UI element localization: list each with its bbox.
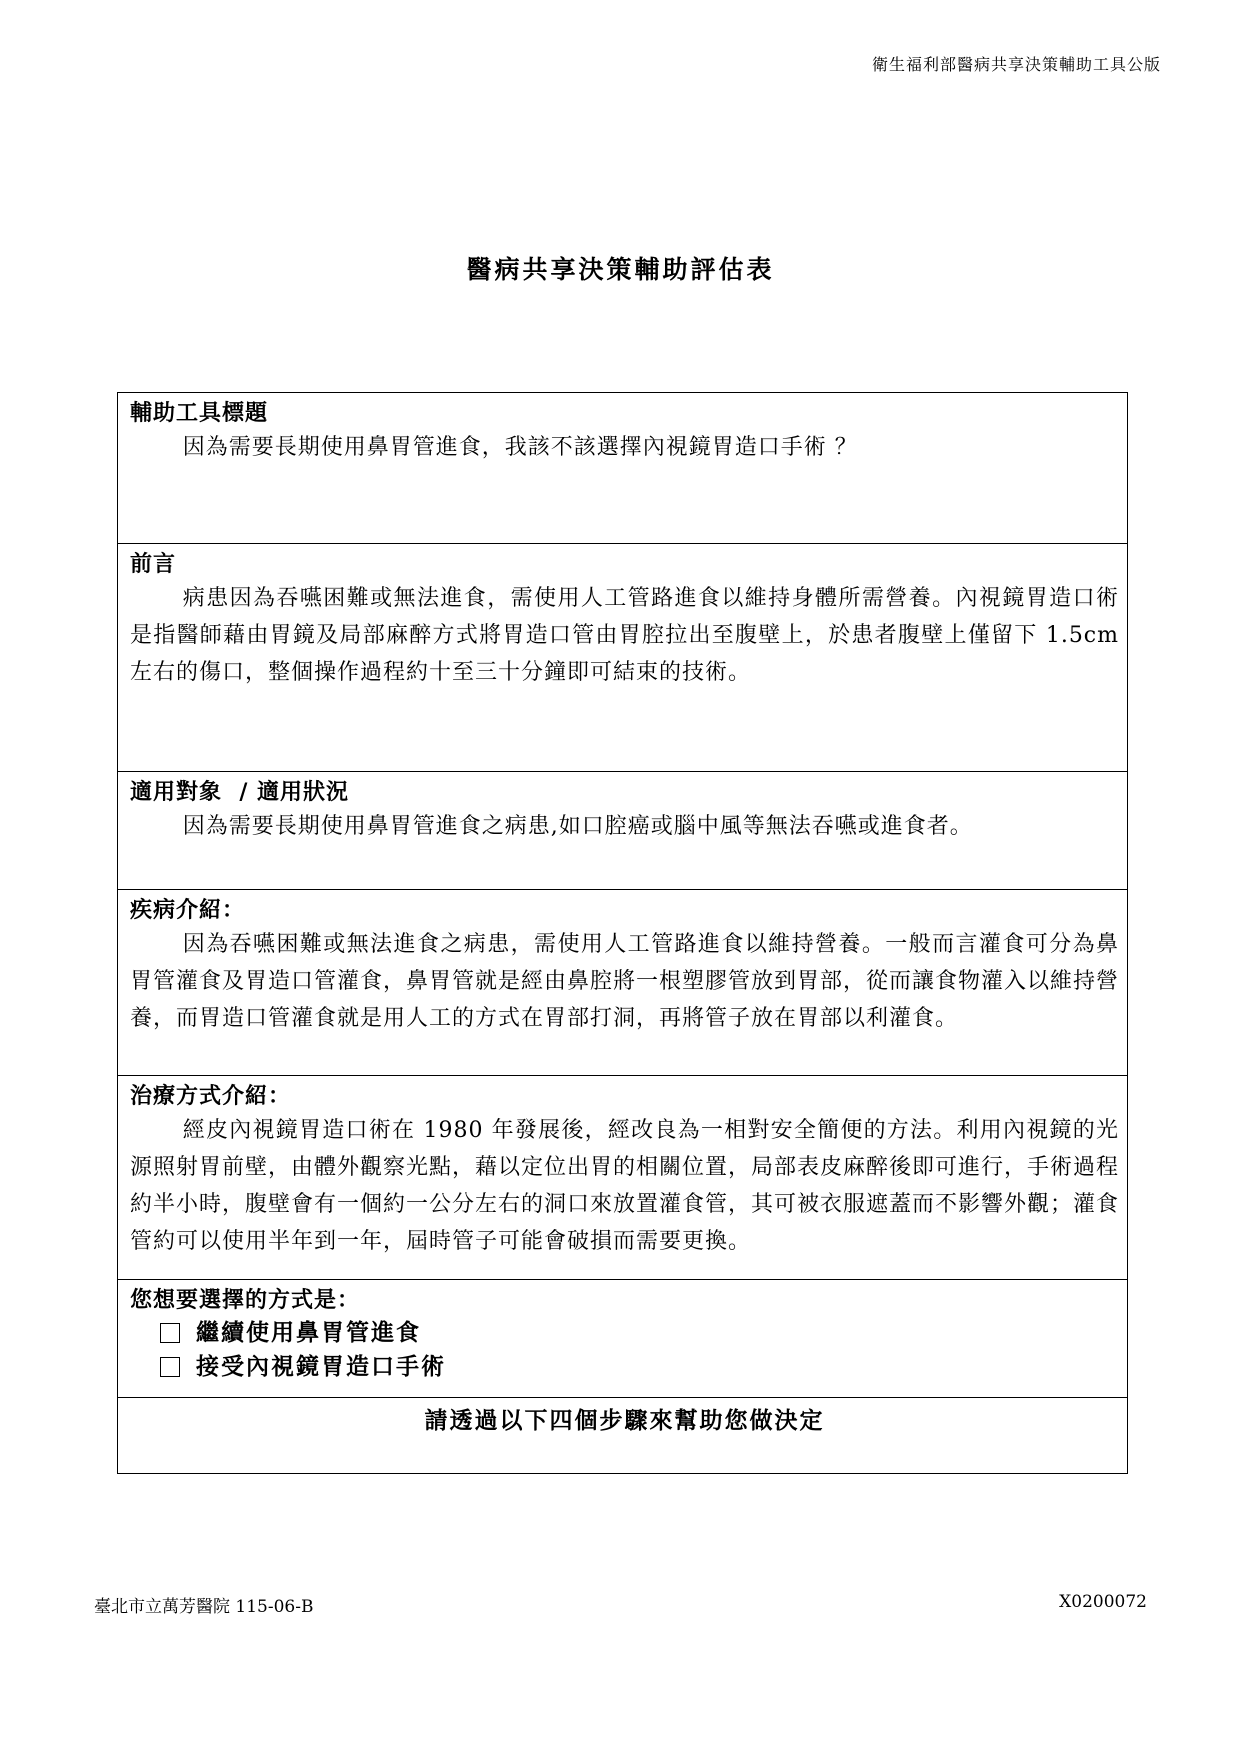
section-body-treatment: 經皮內視鏡胃造口術在 1980 年發展後，經改良為一相對安全簡便的方法。利用內視鏡的光源照射胃前壁，由體外觀察光點，藉以定位出胃的相關位置，局部表皮麻醉後即可進行，手術過程約半小時，腹壁會有一個約一公分左右的洞口來放置灌食管，其可被衣服遮蓋而不影響外觀；灌食管約可以使用半年到一年，屆時管子可能會破損而需要更換。 bbox=[130, 1118, 1120, 1254]
document-title: 醫病共享決策輔助評估表 bbox=[466, 255, 775, 284]
section-heading-treatment: 治療方式介紹： bbox=[130, 1083, 292, 1109]
section-disease bbox=[118, 889, 1127, 1075]
option-label-gastrostomy-surgery: 接受內視鏡胃造口手術 bbox=[196, 1353, 446, 1380]
section-tool-title bbox=[118, 393, 1127, 543]
footer-hospital-code: 臺北市立萬芳醫院 115-06-B bbox=[94, 1597, 314, 1617]
section-heading-disease: 疾病介紹： bbox=[130, 897, 246, 923]
section-heading-intro: 前言 bbox=[130, 551, 177, 577]
footer-document-id: X0200072 bbox=[1059, 1592, 1147, 1612]
section-body-disease: 因為吞嚥困難或無法進食之病患，需使用人工管路進食以維持營養。一般而言灌食可分為鼻胃管灌食及胃造口管灌食，鼻胃管就是經由鼻腔將一根塑膠管放到胃部，從而讓食物灌入以維持營養，而胃造口管灌食就是用人工的方式在胃部打洞，再將管子放在胃部以利灌食。 bbox=[130, 932, 1120, 1031]
section-body-target: 因為需要長期使用鼻胃管進食之病患,如口腔癌或腦中風等無法吞嚥或進食者。 bbox=[182, 814, 973, 839]
section-body-intro: 病患因為吞嚥困難或無法進食，需使用人工管路進食以維持身體所需營養。內視鏡胃造口術是指醫師藉由胃鏡及局部麻醉方式將胃造口管由胃腔拉出至腹壁上，於患者腹壁上僅留下 1.5cm 左右的傷口，整個操作過程約十至三十分鐘即可結束的技術。 bbox=[130, 586, 1119, 685]
section-intro bbox=[118, 543, 1127, 771]
section-final bbox=[118, 1397, 1127, 1473]
section-heading-tool-title: 輔助工具標題 bbox=[130, 400, 269, 426]
section-target bbox=[118, 771, 1127, 889]
option-nasogastric-tube[interactable] bbox=[130, 1316, 1119, 1350]
decision-steps-prompt: 請透過以下四個步驟來幫助您做決定 bbox=[424, 1407, 825, 1434]
section-treatment bbox=[118, 1075, 1127, 1279]
checkbox-nasogastric-tube[interactable] bbox=[160, 1323, 180, 1343]
section-body-tool-title: 因為需要長期使用鼻胃管進食，我該不該選擇內視鏡胃造口手術 ？ bbox=[182, 435, 858, 460]
option-label-nasogastric-tube: 繼續使用鼻胃管進食 bbox=[196, 1319, 421, 1346]
section-choice bbox=[118, 1279, 1127, 1397]
header-note: 衛生福利部醫病共享決策輔助工具公版 bbox=[871, 55, 1161, 74]
checkbox-gastrostomy-surgery[interactable] bbox=[160, 1357, 180, 1377]
section-heading-target: 適用對象 / 適用狀況 bbox=[130, 779, 350, 805]
assessment-form bbox=[117, 392, 1128, 1474]
option-gastrostomy-surgery[interactable] bbox=[130, 1350, 1119, 1384]
section-heading-choice: 您想要選擇的方式是： bbox=[130, 1287, 361, 1313]
